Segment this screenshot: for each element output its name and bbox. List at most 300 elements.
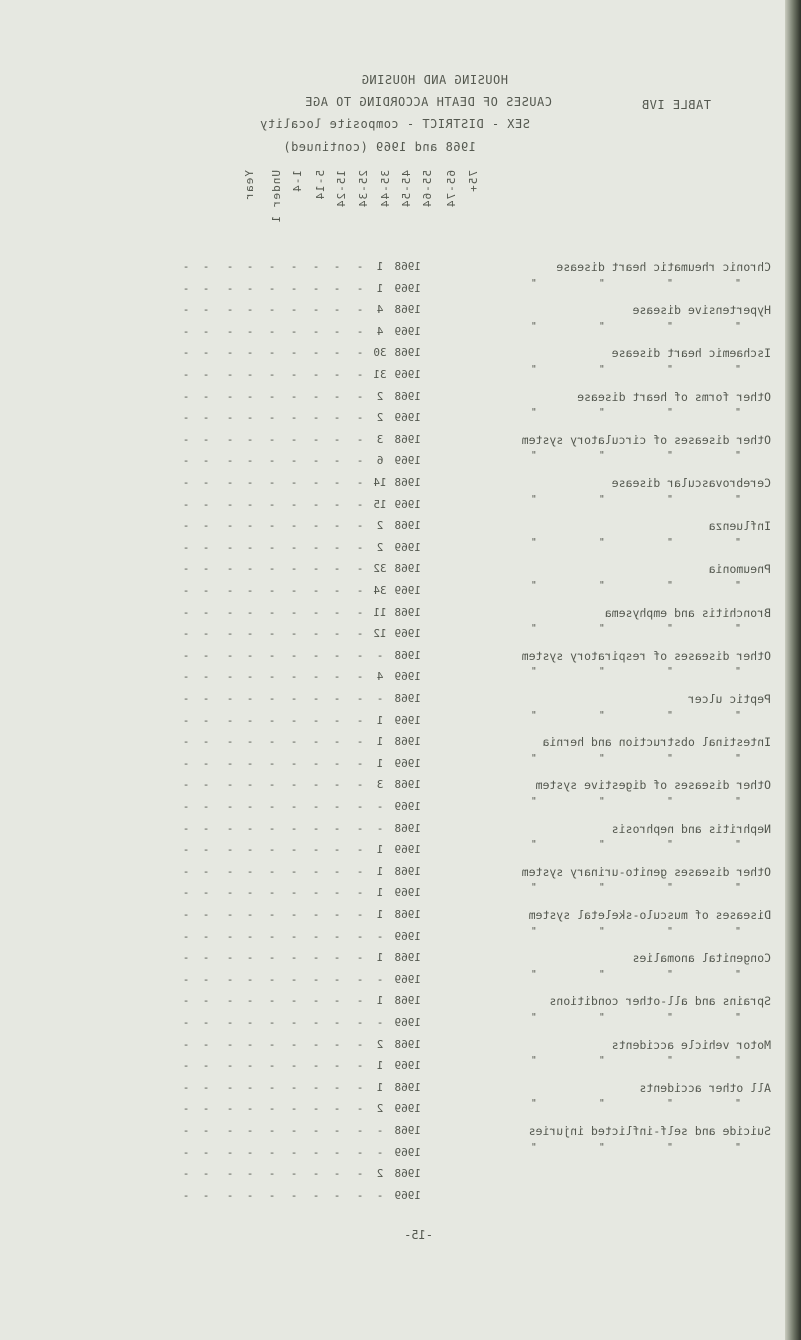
ditto-marks: " " " " — [502, 623, 741, 635]
empty-cell: - — [246, 756, 254, 770]
table-number: TABLE IVB — [641, 98, 711, 112]
year-cell: 1969 — [394, 713, 421, 727]
count-cell: 1 — [376, 951, 384, 965]
empty-cell: - — [290, 756, 298, 770]
empty-cell: - — [202, 951, 210, 965]
empty-cell: - — [356, 713, 364, 727]
empty-cell: - — [312, 627, 320, 641]
empty-cell: - — [268, 454, 276, 468]
year-cell: 1968 — [394, 778, 421, 792]
empty-cell: - — [290, 260, 298, 273]
year-cell: 1969 — [394, 886, 421, 900]
empty-cell: - — [312, 260, 320, 273]
empty-cell: - — [333, 281, 341, 295]
empty-cell: - — [312, 389, 320, 403]
empty-cell: - — [182, 670, 190, 684]
year-cell: 1969 — [394, 1188, 421, 1202]
empty-cell: - — [246, 1102, 254, 1116]
empty-cell: - — [226, 497, 234, 511]
empty-cell: - — [356, 994, 364, 1008]
empty-cell: - — [356, 519, 364, 533]
count-cell: 2 — [376, 389, 384, 403]
empty-cell: - — [182, 540, 190, 554]
empty-cell: - — [202, 821, 210, 835]
empty-cell: - — [290, 497, 298, 511]
year-cell: 1968 — [394, 908, 421, 921]
year-cell: 1969 — [394, 1145, 421, 1159]
empty-cell: - — [202, 648, 210, 662]
empty-cell: - — [268, 389, 276, 403]
empty-cell: - — [333, 303, 341, 317]
empty-cell: - — [356, 497, 364, 511]
empty-cell: - — [182, 1059, 190, 1073]
empty-cell: - — [246, 735, 254, 749]
empty-cell: - — [226, 886, 234, 900]
empty-cell: - — [246, 713, 254, 727]
empty-cell: - — [290, 648, 298, 662]
empty-cell: - — [312, 864, 320, 878]
empty-cell: - — [268, 584, 276, 597]
empty-cell: - — [246, 800, 254, 813]
empty-cell: - — [333, 368, 341, 381]
empty-cell: - — [356, 346, 364, 360]
empty-cell: - — [333, 519, 341, 533]
count-cell: - — [376, 1016, 384, 1029]
cause-label: Cerebrovascular disease — [611, 476, 771, 490]
empty-cell: - — [356, 843, 364, 857]
empty-cell: - — [246, 821, 254, 835]
empty-cell: - — [226, 411, 234, 425]
empty-cell: - — [226, 1145, 234, 1159]
year-cell: 1969 — [394, 497, 421, 511]
empty-cell: - — [246, 1124, 254, 1137]
empty-cell: - — [268, 497, 276, 511]
empty-cell: - — [290, 303, 298, 317]
count-cell: 1 — [376, 908, 384, 921]
empty-cell: - — [246, 346, 254, 360]
empty-cell: - — [246, 432, 254, 446]
empty-cell: - — [202, 1059, 210, 1073]
year-cell: 1968 — [394, 389, 421, 403]
cause-label: Other diseases of respiratory system — [521, 648, 771, 663]
empty-cell: - — [226, 627, 234, 641]
count-cell: - — [376, 800, 384, 813]
empty-cell: - — [202, 778, 210, 792]
ditto-marks: " " " " — [502, 277, 741, 289]
empty-cell: - — [333, 735, 341, 749]
empty-cell: - — [290, 670, 298, 684]
empty-cell: - — [333, 972, 341, 986]
empty-cell: - — [312, 324, 320, 338]
year-cell: 1969 — [394, 929, 421, 943]
empty-cell: - — [356, 864, 364, 878]
empty-cell: - — [333, 756, 341, 770]
empty-cell: - — [202, 346, 210, 360]
cause-label: Sprains and all-other conditions — [549, 994, 771, 1009]
empty-cell: - — [202, 1188, 210, 1202]
empty-cell: - — [356, 1145, 364, 1159]
empty-cell: - — [333, 584, 341, 597]
count-cell: 15 — [373, 497, 387, 511]
empty-cell: - — [246, 864, 254, 878]
empty-cell: - — [246, 692, 254, 705]
cause-label: Chronic rheumatic heart disease — [556, 260, 771, 274]
empty-cell: - — [312, 670, 320, 684]
count-cell: - — [376, 929, 384, 943]
column-header: 15-24 — [335, 170, 348, 209]
empty-cell: - — [356, 778, 364, 792]
count-cell: 2 — [376, 540, 384, 554]
cause-label: Intestinal obstruction and hernia — [542, 735, 771, 750]
ditto-marks: " " " " — [502, 709, 741, 721]
year-cell: 1969 — [394, 1016, 421, 1029]
empty-cell: - — [356, 972, 364, 986]
empty-cell: - — [290, 1080, 298, 1094]
empty-cell: - — [268, 1080, 276, 1094]
empty-cell: - — [290, 281, 298, 295]
count-cell: 1 — [376, 886, 384, 900]
empty-cell: - — [268, 1167, 276, 1181]
empty-cell: - — [290, 540, 298, 554]
empty-cell: - — [356, 670, 364, 684]
ditto-marks: " " " " — [502, 1012, 741, 1023]
empty-cell: - — [312, 346, 320, 360]
empty-cell: - — [290, 800, 298, 813]
cause-label: Motor vehicle accidents — [611, 1037, 771, 1052]
empty-cell: - — [246, 389, 254, 403]
empty-cell: - — [226, 908, 234, 921]
year-cell: 1969 — [394, 454, 421, 468]
empty-cell: - — [290, 951, 298, 965]
empty-cell: - — [290, 454, 298, 468]
count-cell: - — [376, 972, 384, 986]
count-cell: 1 — [376, 281, 384, 295]
empty-cell: - — [333, 260, 341, 273]
cause-label: Bronchitis and emphysema — [604, 605, 771, 620]
empty-cell: - — [226, 1037, 234, 1051]
empty-cell: - — [182, 1167, 190, 1181]
empty-cell: - — [356, 1102, 364, 1116]
empty-cell: - — [268, 735, 276, 749]
empty-cell: - — [268, 778, 276, 792]
empty-cell: - — [333, 670, 341, 684]
cause-label: Ischaemic heart disease — [611, 346, 771, 361]
empty-cell: - — [182, 303, 190, 317]
empty-cell: - — [226, 713, 234, 727]
count-cell: 12 — [373, 627, 387, 641]
empty-cell: - — [290, 1145, 298, 1159]
cause-label: Influenza — [708, 519, 771, 534]
empty-cell: - — [202, 1102, 210, 1116]
year-cell: 1968 — [394, 1167, 421, 1181]
empty-cell: - — [356, 562, 364, 576]
empty-cell: - — [290, 821, 298, 835]
empty-cell: - — [182, 324, 190, 338]
empty-cell: - — [226, 821, 234, 835]
count-cell: 4 — [376, 324, 384, 338]
ditto-marks: " " " " — [502, 450, 741, 462]
empty-cell: - — [356, 432, 364, 446]
column-header: 75+ — [467, 170, 480, 193]
empty-cell: - — [226, 368, 234, 381]
empty-cell: - — [333, 1016, 341, 1029]
year-cell: 1968 — [394, 951, 421, 965]
empty-cell: - — [202, 670, 210, 684]
empty-cell: - — [268, 432, 276, 446]
empty-cell: - — [268, 519, 276, 533]
empty-cell: - — [290, 627, 298, 641]
empty-cell: - — [202, 864, 210, 878]
count-cell: 3 — [376, 778, 384, 792]
year-cell: 1968 — [394, 648, 421, 662]
empty-cell: - — [268, 540, 276, 554]
year-cell: 1968 — [394, 260, 421, 273]
empty-cell: - — [312, 1037, 320, 1051]
empty-cell: - — [290, 1167, 298, 1181]
empty-cell: - — [312, 821, 320, 835]
empty-cell: - — [226, 648, 234, 662]
empty-cell: - — [312, 1167, 320, 1181]
empty-cell: - — [312, 735, 320, 749]
empty-cell: - — [182, 1037, 190, 1051]
empty-cell: - — [268, 562, 276, 576]
count-cell: 34 — [373, 584, 387, 597]
empty-cell: - — [182, 454, 190, 468]
count-cell: 1 — [376, 735, 384, 749]
empty-cell: - — [268, 821, 276, 835]
empty-cell: - — [246, 324, 254, 338]
empty-cell: - — [202, 1167, 210, 1181]
empty-cell: - — [312, 454, 320, 468]
empty-cell: - — [268, 1124, 276, 1137]
empty-cell: - — [226, 692, 234, 705]
empty-cell: - — [268, 713, 276, 727]
empty-cell: - — [312, 994, 320, 1008]
ditto-marks: " " " " — [502, 536, 741, 548]
empty-cell: - — [202, 540, 210, 554]
empty-cell: - — [226, 562, 234, 576]
empty-cell: - — [202, 1124, 210, 1137]
empty-cell: - — [246, 368, 254, 381]
empty-cell: - — [202, 368, 210, 381]
empty-cell: - — [226, 951, 234, 965]
empty-cell: - — [268, 670, 276, 684]
empty-cell: - — [268, 324, 276, 338]
column-header: 35-44 — [379, 170, 392, 209]
empty-cell: - — [246, 648, 254, 662]
empty-cell: - — [268, 929, 276, 943]
empty-cell: - — [226, 994, 234, 1008]
empty-cell: - — [182, 886, 190, 900]
empty-cell: - — [246, 886, 254, 900]
year-cell: 1968 — [394, 735, 421, 749]
empty-cell: - — [356, 1124, 364, 1137]
empty-cell: - — [182, 800, 190, 813]
empty-cell: - — [290, 692, 298, 705]
empty-cell: - — [333, 324, 341, 338]
empty-cell: - — [333, 1102, 341, 1116]
empty-cell: - — [356, 584, 364, 597]
ditto-marks: " " " " — [502, 407, 741, 419]
empty-cell: - — [312, 519, 320, 533]
empty-cell: - — [202, 972, 210, 986]
empty-cell: - — [290, 605, 298, 619]
empty-cell: - — [226, 1059, 234, 1073]
empty-cell: - — [290, 1037, 298, 1051]
empty-cell: - — [202, 627, 210, 641]
count-cell: 14 — [373, 476, 387, 489]
count-cell: 1 — [376, 1059, 384, 1073]
empty-cell: - — [202, 454, 210, 468]
empty-cell: - — [202, 692, 210, 705]
empty-cell: - — [290, 519, 298, 533]
empty-cell: - — [333, 1080, 341, 1094]
empty-cell: - — [312, 778, 320, 792]
empty-cell: - — [246, 1037, 254, 1051]
heading-line-1: HOUSING AND HOUSING — [361, 73, 508, 87]
empty-cell: - — [268, 843, 276, 857]
empty-cell: - — [290, 929, 298, 943]
empty-cell: - — [356, 1167, 364, 1181]
empty-cell: - — [182, 735, 190, 749]
empty-cell: - — [182, 476, 190, 489]
empty-cell: - — [268, 627, 276, 641]
empty-cell: - — [356, 260, 364, 273]
year-cell: 1969 — [394, 756, 421, 770]
empty-cell: - — [333, 951, 341, 965]
empty-cell: - — [202, 735, 210, 749]
empty-cell: - — [246, 843, 254, 857]
empty-cell: - — [182, 756, 190, 770]
empty-cell: - — [356, 411, 364, 425]
count-cell: 1 — [376, 260, 384, 273]
empty-cell: - — [290, 843, 298, 857]
empty-cell: - — [312, 951, 320, 965]
empty-cell: - — [246, 476, 254, 489]
empty-cell: - — [268, 346, 276, 360]
empty-cell: - — [182, 929, 190, 943]
empty-cell: - — [182, 346, 190, 360]
count-cell: - — [376, 1124, 384, 1137]
empty-cell: - — [226, 864, 234, 878]
empty-cell: - — [356, 908, 364, 921]
empty-cell: - — [182, 994, 190, 1008]
empty-cell: - — [182, 389, 190, 403]
empty-cell: - — [312, 540, 320, 554]
empty-cell: - — [312, 800, 320, 813]
empty-cell: - — [356, 929, 364, 943]
empty-cell: - — [268, 368, 276, 381]
count-cell: 2 — [376, 1167, 384, 1181]
empty-cell: - — [226, 1124, 234, 1137]
empty-cell: - — [202, 756, 210, 770]
empty-cell: - — [182, 972, 190, 986]
empty-cell: - — [202, 476, 210, 489]
empty-cell: - — [290, 735, 298, 749]
empty-cell: - — [246, 519, 254, 533]
empty-cell: - — [356, 368, 364, 381]
empty-cell: - — [333, 476, 341, 489]
empty-cell: - — [290, 886, 298, 900]
column-header: 45-54 — [400, 170, 413, 209]
empty-cell: - — [290, 1102, 298, 1116]
year-cell: 1969 — [394, 281, 421, 295]
empty-cell: - — [226, 778, 234, 792]
empty-cell: - — [312, 476, 320, 489]
empty-cell: - — [356, 1080, 364, 1094]
cause-label: Other diseases genito-urinary system — [521, 864, 771, 879]
cause-label: Nephritis and nephrosis — [611, 821, 771, 836]
empty-cell: - — [356, 605, 364, 619]
year-cell: 1968 — [394, 519, 421, 533]
empty-cell: - — [182, 1016, 190, 1029]
empty-cell: - — [268, 756, 276, 770]
empty-cell: - — [268, 1102, 276, 1116]
empty-cell: - — [226, 605, 234, 619]
empty-cell: - — [246, 1167, 254, 1181]
empty-cell: - — [312, 368, 320, 381]
empty-cell: - — [356, 821, 364, 835]
heading-line-4: 1968 and 1969 (continued) — [282, 140, 476, 154]
empty-cell: - — [268, 476, 276, 489]
empty-cell: - — [202, 886, 210, 900]
count-cell: 1 — [376, 843, 384, 857]
empty-cell: - — [333, 1188, 341, 1202]
ditto-marks: " " " " — [502, 493, 741, 505]
empty-cell: - — [333, 1037, 341, 1051]
empty-cell: - — [182, 432, 190, 446]
empty-cell: - — [290, 411, 298, 425]
empty-cell: - — [290, 1016, 298, 1029]
empty-cell: - — [290, 389, 298, 403]
empty-cell: - — [312, 692, 320, 705]
cause-label: Suicide and self-inflicted injuries — [528, 1124, 771, 1138]
empty-cell: - — [312, 886, 320, 900]
column-header: 65-74 — [445, 170, 458, 209]
year-cell: 1969 — [394, 972, 421, 986]
count-cell: 2 — [376, 1037, 384, 1051]
empty-cell: - — [226, 756, 234, 770]
empty-cell: - — [290, 432, 298, 446]
empty-cell: - — [356, 1188, 364, 1202]
empty-cell: - — [182, 605, 190, 619]
empty-cell: - — [333, 778, 341, 792]
empty-cell: - — [202, 432, 210, 446]
year-cell: 1968 — [394, 864, 421, 878]
empty-cell: - — [246, 951, 254, 965]
empty-cell: - — [290, 994, 298, 1008]
heading-line-2: CAUSES OF DEATH ACCORDING TO AGE — [304, 95, 552, 109]
empty-cell: - — [226, 1102, 234, 1116]
year-cell: 1968 — [394, 476, 421, 489]
empty-cell: - — [226, 1080, 234, 1094]
count-cell: - — [376, 1188, 384, 1202]
ditto-marks: " " " " — [502, 1055, 741, 1067]
empty-cell: - — [202, 411, 210, 425]
empty-cell: - — [246, 1016, 254, 1029]
empty-cell: - — [333, 821, 341, 835]
empty-cell: - — [226, 735, 234, 749]
empty-cell: - — [268, 800, 276, 813]
empty-cell: - — [202, 713, 210, 727]
empty-cell: - — [356, 1037, 364, 1051]
empty-cell: - — [356, 476, 364, 489]
empty-cell: - — [333, 562, 341, 576]
empty-cell: - — [312, 303, 320, 317]
empty-cell: - — [312, 843, 320, 857]
empty-cell: - — [182, 368, 190, 381]
empty-cell: - — [333, 540, 341, 554]
